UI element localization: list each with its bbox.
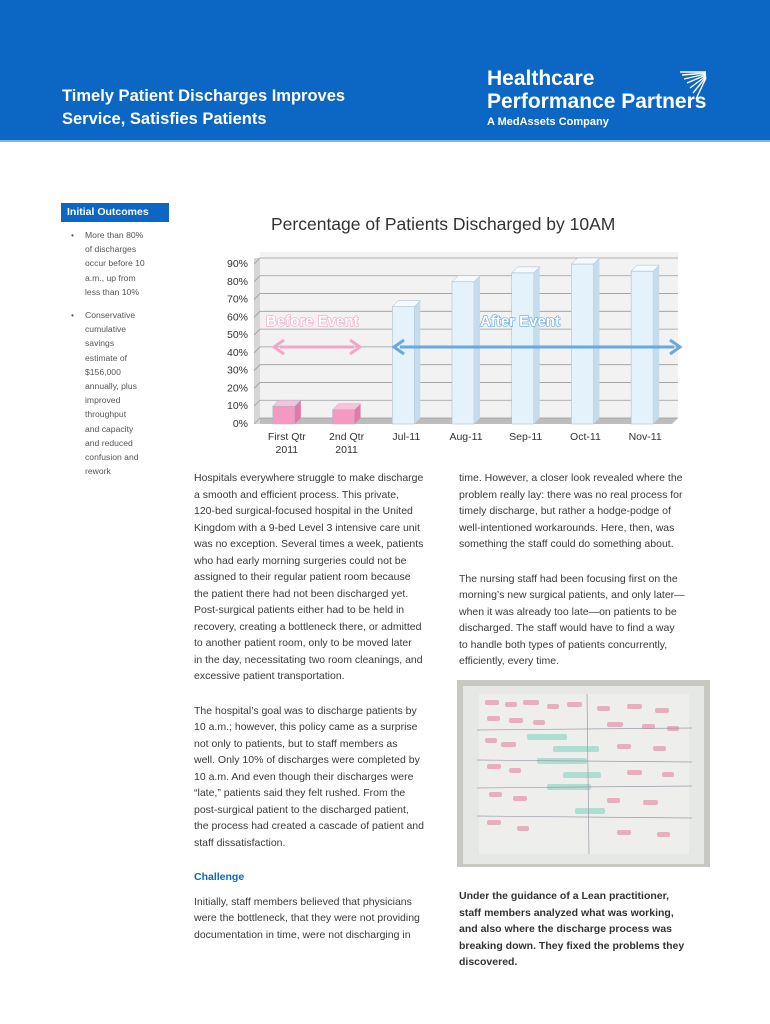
page-title — [62, 85, 392, 131]
y-tick-label: 40% — [226, 346, 248, 359]
outcome-item — [70, 228, 160, 299]
whiteboard-photo — [457, 680, 710, 867]
initial-outcomes-list — [70, 228, 160, 487]
text-line: the process had created a cascade of patient and — [194, 820, 424, 832]
text-line: Kingdom with a 9-bed Level 3 intensive care unit — [194, 521, 420, 534]
challenge-paragraph — [194, 894, 452, 944]
y-tick-label: 50% — [226, 329, 248, 342]
text-line: to handle both types of patients concurrently, — [459, 638, 668, 651]
x-tick-label: 2011 — [275, 444, 299, 456]
outcome-line: a.m., up from — [85, 272, 136, 283]
text-line: the patient there had not been discharged yet. — [194, 587, 409, 600]
outcome-line: occur before 10 — [85, 258, 145, 269]
text-line: a smooth and efficient process. This private, — [194, 488, 400, 501]
bar-side — [414, 301, 420, 424]
sidebar-divider — [61, 221, 169, 222]
outcome-line: less than 10% — [85, 286, 139, 297]
outcome-line: of discharges — [85, 244, 137, 255]
body-left-column — [194, 470, 452, 961]
text-line: 10 a.m.; however, this policy came as a surprise — [194, 721, 418, 733]
text-line: assigned to their regular patient room because — [194, 571, 411, 583]
bar — [273, 406, 295, 424]
outcome-line: and reduced — [85, 437, 133, 448]
text-line: excessive patient transportation. — [194, 670, 345, 682]
outcome-line: estimate of — [85, 352, 128, 363]
text-line: “late,” patients said they felt rushed. From the — [194, 787, 406, 799]
y-tick-label: 80% — [226, 275, 248, 288]
before-event-label: Before Event — [266, 313, 359, 330]
text-line: who had early morning surgeries could not be — [194, 554, 407, 567]
outcome-line: • More than 80% — [85, 230, 144, 240]
text-line: well-intentioned workarounds. Here, then, was — [459, 521, 675, 534]
brand-block — [487, 67, 706, 128]
challenge-heading: Challenge — [194, 871, 245, 883]
text-line: 120-bed surgical-focused hospital in the United — [194, 505, 413, 517]
text-line: when it was already too late—on patients to be — [459, 605, 677, 618]
x-tick-label: 2011 — [335, 444, 358, 456]
outcome-line: improved — [85, 395, 121, 406]
text-line: was no exception. Several times a week, patients — [194, 538, 424, 550]
text-line: Post-surgical patients either had to be held in — [194, 604, 405, 616]
x-tick-label: First Qtr — [267, 431, 306, 443]
x-tick-label: Nov-11 — [628, 431, 662, 443]
body-paragraph — [459, 470, 709, 553]
text-line: were the bottleneck, that they were not providing — [194, 912, 420, 924]
text-line: staff members analyzed what was working, — [459, 906, 674, 919]
text-line: something the staff could do something about. — [459, 538, 674, 550]
text-line: Initially, staff members believed that physicians — [194, 895, 412, 908]
y-tick-label: 70% — [226, 293, 248, 306]
text-line: well. Only 10% of discharges were completed by — [194, 754, 420, 766]
text-line: The nursing staff had been focusing first on the — [459, 572, 678, 585]
body-right-column — [459, 470, 709, 968]
title-line-1: Timely Patient Discharges Improves — [62, 87, 346, 105]
text-line: staff dissatisfaction. — [194, 836, 286, 849]
text-line: Under the guidance of a Lean practitioner, — [459, 890, 670, 902]
text-line: problem really lay: there was no real process for — [459, 488, 683, 501]
chart-side-wall — [254, 258, 260, 424]
text-line: documentation in time, were not discharging in — [194, 928, 411, 941]
outcome-line: confusion and — [85, 452, 139, 463]
text-line: discovered. — [459, 956, 518, 968]
outcome-line: savings — [85, 338, 115, 349]
bar — [452, 282, 474, 424]
x-tick-label: Sep-11 — [509, 431, 543, 443]
swoosh-logo-icon — [678, 70, 708, 102]
bar-side — [474, 276, 480, 424]
y-tick-label: 10% — [226, 400, 248, 413]
text-line: Hospitals everywhere struggle to make discharge — [194, 472, 424, 484]
bar — [571, 264, 593, 424]
text-line: 10 a.m. And even though their discharges were — [194, 770, 414, 783]
brand-subtitle: A MedAssets Company — [487, 116, 609, 128]
text-line: to another patient room, only to be moved later — [194, 637, 412, 649]
outcome-line: cumulative — [85, 324, 127, 335]
text-line: efficiently, every time. — [459, 655, 559, 667]
text-line: in the day, necessitating two room cleanings, and — [194, 653, 423, 666]
body-paragraph — [194, 470, 452, 685]
bar-side — [593, 258, 599, 424]
x-tick-label: Jul-11 — [392, 431, 421, 443]
discharge-bar-chart — [208, 248, 693, 463]
outcome-line: rework — [85, 466, 111, 477]
text-line: post-surgical patient to the discharged patient, — [194, 803, 409, 816]
brand-name-line-2: Performance Partners — [487, 90, 707, 113]
y-tick-label: 20% — [226, 382, 248, 395]
text-line: timely discharge, but rather a hodge-podge of — [459, 505, 671, 517]
outcome-line: annually, plus — [85, 381, 137, 392]
x-tick-label: 2nd Qtr — [329, 431, 365, 443]
outcome-line: • Conservative — [85, 310, 136, 321]
y-tick-label: 0% — [232, 418, 248, 430]
initial-outcomes-heading: Initial Outcomes — [61, 203, 169, 221]
header-divider — [0, 140, 770, 142]
text-line: The hospital’s goal was to discharge patients by — [194, 704, 417, 717]
text-line: time. However, a closer look revealed where the — [459, 472, 683, 484]
text-line: discharged. The staff would have to find a way — [459, 622, 675, 634]
outcome-line: and capacity — [85, 423, 134, 434]
brand-name-line-1: Healthcare — [487, 67, 595, 90]
text-line: not only to patients, but to staff members as — [194, 737, 398, 750]
y-tick-label: 60% — [226, 311, 248, 324]
x-tick-label: Aug-11 — [449, 431, 483, 443]
text-line: breaking down. They fixed the problems they — [459, 939, 685, 952]
after-event-label: After Event — [480, 313, 561, 330]
body-paragraph — [459, 571, 709, 670]
chart-title: Percentage of Patients Discharged by 10AM — [271, 214, 616, 234]
y-tick-label: 30% — [226, 364, 248, 377]
bar — [333, 410, 355, 424]
x-tick-label: Oct-11 — [570, 431, 601, 443]
text-line: and also where the discharge process was — [459, 923, 672, 935]
bar — [392, 307, 414, 424]
outcome-line: throughput — [85, 409, 127, 420]
outcome-item — [70, 308, 160, 478]
closing-paragraph — [459, 888, 684, 971]
outcome-line: $156,000 — [85, 366, 121, 377]
bar-side — [534, 267, 540, 424]
y-tick-label: 90% — [226, 258, 248, 270]
title-line-2: Service, Satisfies Patients — [62, 110, 267, 128]
bar-side — [653, 265, 659, 424]
text-line: morning’s new surgical patients, and only later— — [459, 589, 685, 601]
body-paragraph — [194, 703, 452, 852]
text-line: recovery, creating a bottleneck there, or admitted — [194, 620, 422, 633]
